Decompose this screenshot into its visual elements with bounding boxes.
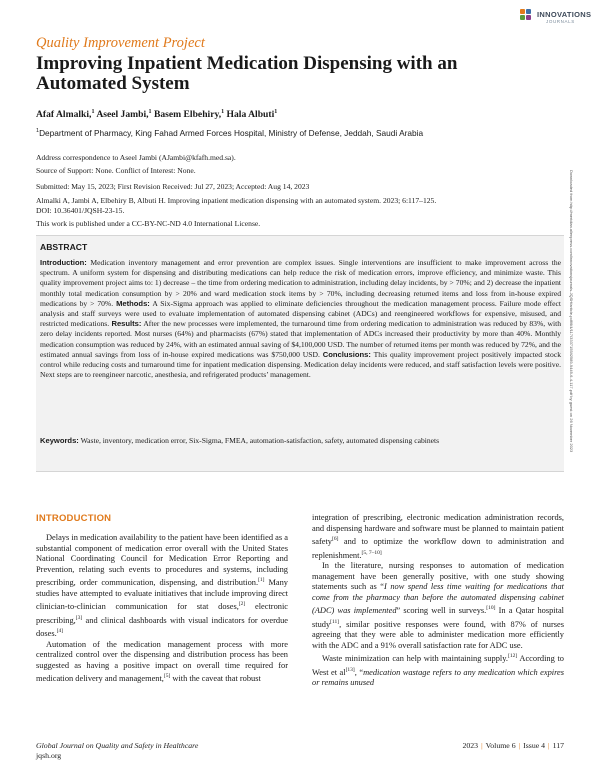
affiliation-text: Department of Pharmacy, King Fahad Armed Forces Hospital, Ministry of Defense, Jeddah, Saudi Arabia bbox=[39, 128, 424, 138]
citation-ref[interactable]: [1] bbox=[258, 577, 265, 584]
citation-ref[interactable]: [5, 7–10] bbox=[361, 549, 382, 556]
citation-ref[interactable]: [10] bbox=[486, 605, 496, 612]
logo-name: INNOVATIONS bbox=[537, 10, 592, 19]
license: This work is published under a CC-BY-NC-ND 4.0 International License. bbox=[36, 219, 261, 228]
footer-year: 2023 bbox=[462, 741, 479, 750]
support-statement: Source of Support: None. Conflict of Interest: None. bbox=[36, 166, 196, 175]
keywords-text: Waste, inventory, medication error, Six-Sigma, FMEA, automation-satisfaction, safety, automated dispensing cabinets bbox=[78, 436, 440, 445]
paragraph: In the literature, nursing responses to automation of medication management have been generally positive, with one study showing statements such as “I now spend less time waiting for medications that come from the pharmacy than before the automated dispensing cabinet (ADC) was implemented” scoring well in surveys.[10] In a Qatar hospital study[11], similar positive responses were found, with 87% of nurses agreeing that they were able to administer medication more efficiently with the ADC and a 91% overall satisfaction rate for ADC use. bbox=[312, 560, 564, 650]
citation-ref[interactable]: [6] bbox=[332, 536, 339, 543]
body-column-right bbox=[312, 513, 564, 689]
correspondence: Address correspondence to Aseel Jambi (AJambi@kfafh.med.sa). bbox=[36, 153, 236, 162]
paragraph: Delays in medication availability to the patient have been identified as a substantial component of medication error overall with the United States National Coordinating Council for Medication Error Reporting and Prevention, relating such events to procedures and systems, including prescribing, order communication, dispensing, and distribution.[1] Many studies have attempted to evaluate initiatives that include improving direct clinician-to-clinician communication for stat doses,[2] electronic prescribing,[3] and clinical dashboards with visual indicators for overdue doses.[4] bbox=[36, 533, 288, 638]
citation-ref[interactable]: [12] bbox=[508, 653, 518, 660]
journal-logo bbox=[520, 8, 592, 30]
footer-journal bbox=[36, 741, 198, 761]
author-affil-mark: 1 bbox=[91, 109, 95, 115]
author-list bbox=[36, 109, 277, 120]
section-label: Quality Improvement Project bbox=[36, 35, 205, 51]
keywords bbox=[40, 436, 561, 446]
paragraph: integration of prescribing, electronic medication administration records, and dispensing hardware and software must be planned to maintain patient safety[6] and to optimize the workflow down to administration and replenishment.[5, 7–10] bbox=[312, 513, 564, 560]
author-name: Aseel Jambi, bbox=[96, 109, 149, 121]
keywords-label: Keywords: bbox=[40, 436, 79, 445]
abstract-text bbox=[40, 258, 561, 380]
submission-dates: Submitted: May 15, 2023; First Revision Received: Jul 27, 2023; Accepted: Aug 14, 2023 bbox=[36, 182, 310, 191]
footer-page: 117 bbox=[552, 741, 564, 750]
body-column-left bbox=[36, 533, 288, 685]
citation-ref[interactable]: [11] bbox=[330, 618, 340, 625]
article-title: Improving Inpatient Medication Dispensing with an Automated System bbox=[36, 53, 458, 94]
citation-ref[interactable]: [5] bbox=[163, 673, 171, 680]
abstract-results-label: Results: bbox=[111, 319, 142, 329]
journal-site[interactable]: jqsh.org bbox=[36, 751, 62, 760]
abstract-box bbox=[36, 235, 564, 472]
footer-volume: Volume 6 bbox=[485, 741, 516, 750]
abstract-heading: ABSTRACT bbox=[40, 242, 88, 252]
logo-mark-icon bbox=[520, 9, 534, 25]
author-affil-mark: 1 bbox=[148, 109, 152, 115]
citation-ref[interactable]: [4] bbox=[56, 628, 64, 635]
affiliation-mark: 1 bbox=[36, 128, 40, 135]
citation-ref[interactable]: [2] bbox=[238, 601, 246, 608]
journal-name: Global Journal on Quality and Safety in Healthcare bbox=[36, 741, 199, 750]
doi: DOI: 10.36401/JQSH-23-15. bbox=[36, 206, 125, 215]
download-side-note: Downloaded from http://meridian.allenpress.com/innovationsjournals-JQSH/article-pdf/6/4/117/3337155/i2589-9449-6-4-117.pdf by guest on 26 November 2023 bbox=[569, 170, 574, 453]
footer-issue: Issue 4 bbox=[523, 741, 546, 750]
abstract-intro-label: Introduction: bbox=[40, 258, 87, 267]
paragraph: Waste minimization can help with maintaining supply.[12] According to West et al[13], “medication wastage refers to any medication which expires or remains unused bbox=[312, 653, 565, 688]
abstract-conclusions-text: This quality improvement project positively impacted stock control while reducing costs and turnaround time for inpatient medication dispensing. Medication delay incidents were reduced, and staff satisfaction levels were positive. Next steps are to reengineer narcotic, anesthesia, and refrigerated products’ management. bbox=[40, 349, 561, 380]
logo-sub: JOURNALS bbox=[546, 19, 575, 24]
abstract-intro-text: Medication inventory management and error prevention are complex issues. Single interventions are insufficient to make improvement across the spectrum. A uniform system for dispensing and distributing medications can help reduce the risk of medication errors, improve efficiency, and minimize waste. This quality improvement project aims to: 1) decrease – the time from ordering medication to administration, including delay incidents, by > 70%; and 2) decrease the inpatient monthly total medication consumption by > 20% and ward medication stock items by > 70%, including decreasing returned items and loss from in-house expired medications by > 70%. bbox=[40, 258, 561, 308]
abstract-conclusions-label: Conclusions: bbox=[322, 349, 371, 359]
author-affil-mark: 1 bbox=[274, 109, 278, 115]
citation: Almalki A, Jambi A, Elbehiry B, Albuti H. Improving inpatient medication dispensing with an automated system. 2023; 6:117–125. bbox=[36, 196, 437, 205]
citation-ref[interactable]: [13] bbox=[345, 666, 355, 673]
abstract-results-text: After the new processes were implemented, the turnaround time from ordering medication to administration was reduced by 83%, with zero delay incidents reported. Most nurses (64%) and pharmacists (67%) stated that implementation of ADCs increased their productivity by more than 40%. Monthly medication consumption was reduced by 24%, with an estimated annual saving of $4,100,000 USD. The number of returned items per month was reduced by 72%, and the estimated annual savings from loss of in-house expired medications was $750,000 USD. bbox=[40, 319, 561, 359]
author-affil-mark: 1 bbox=[221, 109, 225, 115]
introduction-heading: INTRODUCTION bbox=[36, 513, 112, 524]
author-name: Afaf Almalki, bbox=[36, 109, 92, 121]
affiliation bbox=[36, 128, 423, 138]
paragraph: Automation of the medication management process with more centralized control over the dispensing and distribution process has been suggested as having a positive impact on overall time required for medication delivery and management,[5] with the caveat that robust bbox=[36, 639, 288, 684]
author-name: Basem Elbehiry, bbox=[153, 109, 222, 121]
footer-issue-info: 2023 | Volume 6 | Issue 4 | 117 bbox=[462, 741, 564, 750]
abstract-methods-text: A Six-Sigma approach was applied to eliminate deficiencies throughout the medication management process. Failure mode effect analysis and staff surveys were used to evaluate implementation of automated dispensing cabinet (ADCs) and reengineered workflows for expensive, misused, and restricted medications. bbox=[40, 298, 561, 329]
author-name: Hala Albuti bbox=[226, 109, 275, 121]
abstract-methods-label: Methods: bbox=[116, 298, 150, 308]
citation-ref[interactable]: [3] bbox=[75, 614, 83, 621]
